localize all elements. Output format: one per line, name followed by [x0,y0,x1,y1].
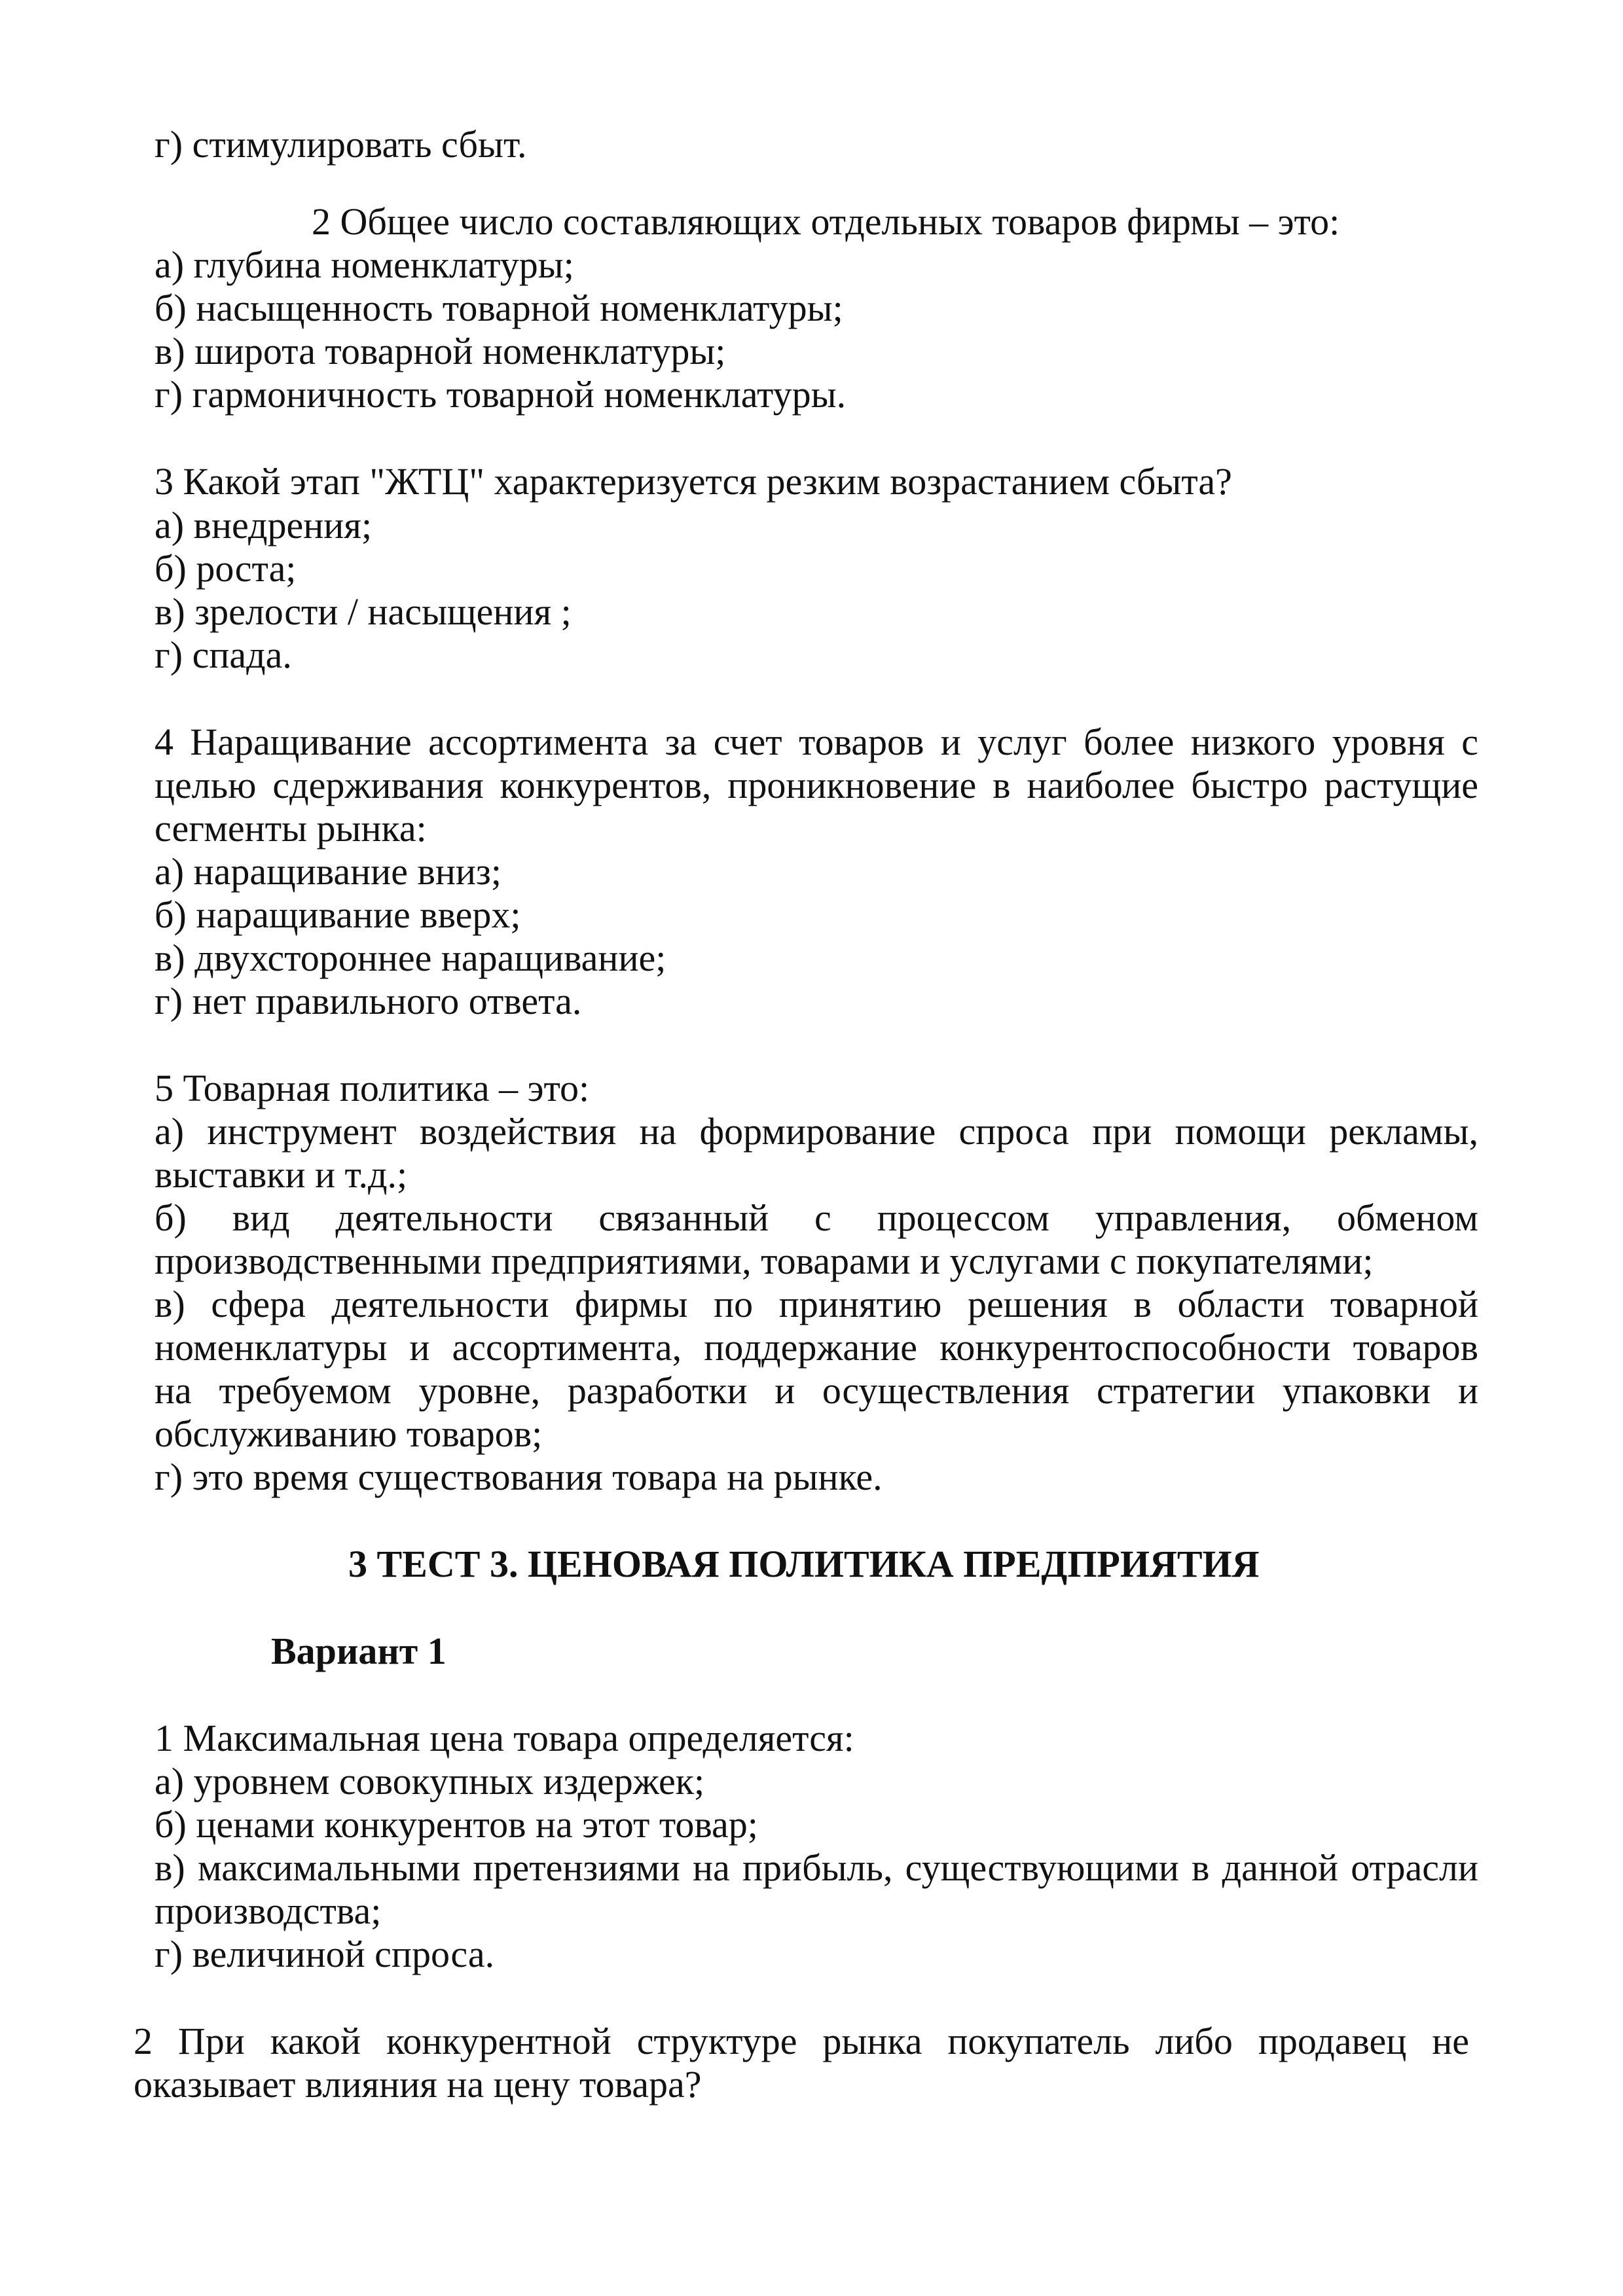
question-5-option-v-line-4: обслуживанию товаров; [155,1412,543,1455]
question-3-option-g: г) спада. [155,634,292,676]
question-4-line-1: 4 Наращивание ассортимента за счет товаров и услуг более низкого уровня с [155,721,1478,763]
question-2-option-b: б) насыщенность товарной номенклатуры; [155,287,843,329]
question-4-option-g: г) нет правильного ответа. [155,980,582,1022]
question-2-option-g: г) гармоничность товарной номенклатуры. [155,373,847,416]
section-heading: 3 ТЕСТ 3. ЦЕНОВАЯ ПОЛИТИКА ПРЕДПРИЯТИЯ [348,1543,1260,1585]
question-5-text: 5 Товарная политика – это: [155,1067,590,1109]
test3-question-2-line-2: оказывает влияния на цену товара? [134,2063,702,2106]
variant-heading: Вариант 1 [271,1630,447,1672]
test3-question-1-option-v-line-1: в) максимальными претензиями на прибыль, существующими в данной отрасли [155,1846,1478,1889]
question-2-option-a: а) глубина номенклатуры; [155,243,574,286]
test3-question-1-option-g: г) величиной спроса. [155,1933,495,1975]
question-5-option-a-line-1: а) инструмент воздействия на формирование спроса при помощи рекламы, [155,1110,1478,1153]
question-2-text: 2 Общее число составляющих отдельных товаров фирмы – это: [312,200,1340,243]
question-5-option-v-line-3: на требуемом уровне, разработки и осуществления стратегии упаковки и [155,1369,1478,1412]
question-5-option-b-line-1: б) вид деятельности связанный с процессом управления, обменом [155,1196,1478,1239]
test3-question-1-option-v-line-2: производства; [155,1890,382,1932]
question-5-option-g: г) это время существования товара на рынке. [155,1456,883,1498]
question-4-option-v: в) двухстороннее наращивание; [155,937,666,979]
question-3-option-v: в) зрелости / насыщения ; [155,590,572,633]
question-5-option-a-line-2: выставки и т.д.; [155,1153,408,1196]
test3-question-2-line-1: 2 При какой конкурентной структуре рынка покупатель либо продавец не [134,2020,1469,2062]
test3-question-1-option-a: а) уровнем совокупных издержек; [155,1760,705,1803]
question-3-option-a: а) внедрения; [155,504,373,547]
question-3-text: 3 Какой этап "ЖТЦ" характеризуется резким возрастанием сбыта? [155,460,1232,503]
question-5-option-v-line-1: в) сфера деятельности фирмы по принятию решения в области товарной [155,1283,1478,1325]
prev-question-option-g: г) стимулировать сбыт. [155,123,527,166]
question-4-option-a: а) наращивание вниз; [155,850,501,893]
question-2-option-v: в) широта товарной номенклатуры; [155,330,726,372]
question-4-option-b: б) наращивание вверх; [155,893,521,936]
question-4-line-2: целью сдерживания конкурентов, проникновение в наиболее быстро растущие [155,764,1478,806]
question-4-line-3: сегменты рынка: [155,807,427,850]
question-5-option-b-line-2: производственными предприятиями, товарами и услугами с покупателями; [155,1240,1374,1282]
question-3-option-b: б) роста; [155,547,297,590]
test3-question-1-text: 1 Максимальная цена товара определяется: [155,1717,854,1759]
test3-question-1-option-b: б) ценами конкурентов на этот товар; [155,1803,758,1846]
question-5-option-v-line-2: номенклатуры и ассортимента, поддержание конкурентоспособности товаров [155,1326,1478,1369]
